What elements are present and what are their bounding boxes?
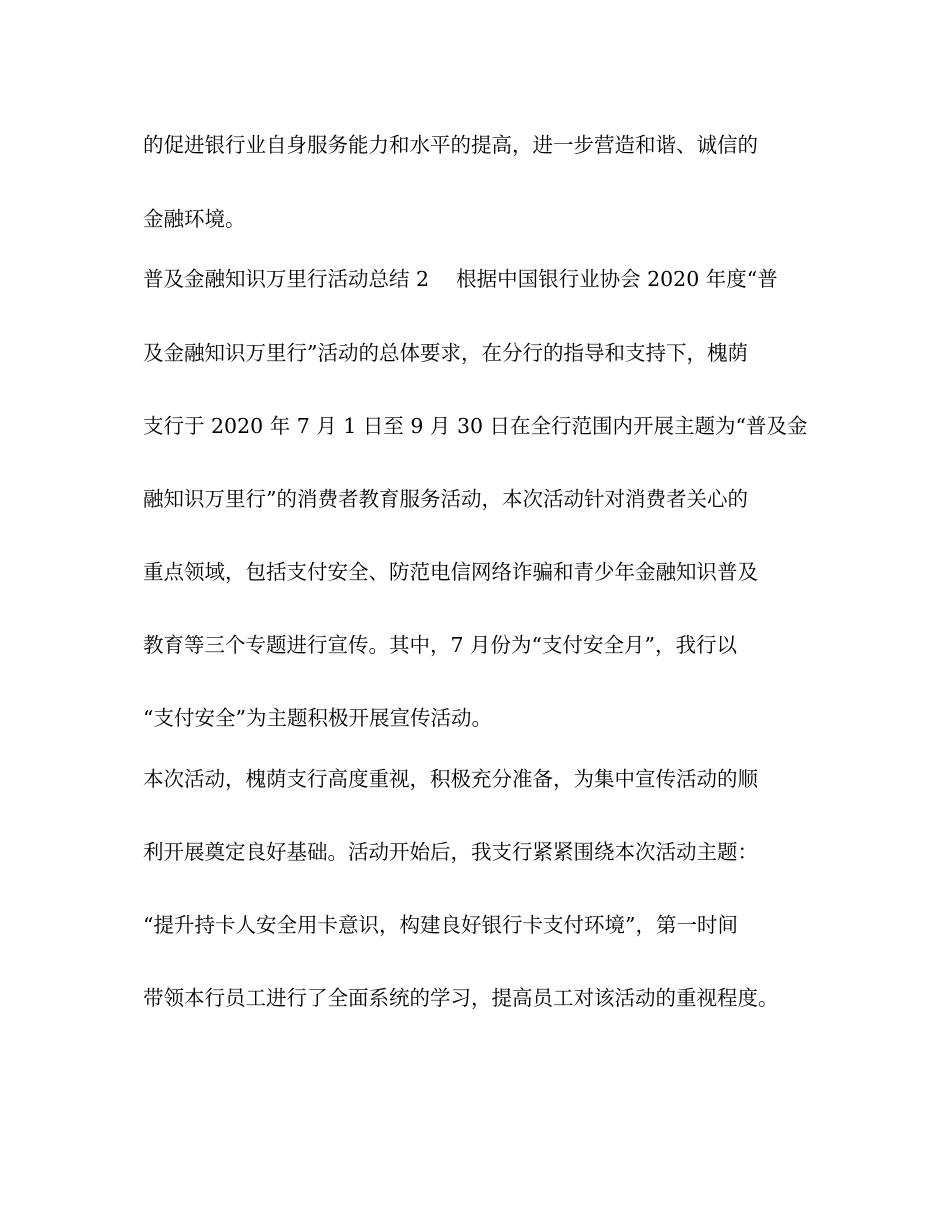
text-line-5: 支行于 2020 年 7 月 1 日至 9 月 30 日在全行范围内开展主题为“普及金 (143, 414, 808, 438)
text-line-2: 金融环境。 (143, 207, 246, 231)
text-line-7: 重点领域，包括支付安全、防范电信网络诈骗和青少年金融知识普及 (143, 560, 758, 584)
text-line-11: 利开展奠定良好基础。活动开始后，我支行紧紧围绕本次活动主题： (143, 840, 758, 864)
text-line-4: 及金融知识万里行”活动的总体要求，在分行的指导和支持下，槐荫 (143, 341, 748, 365)
text-line-13: 带领本行员工进行了全面系统的学习，提高员工对该活动的重视程度。 (143, 986, 779, 1010)
text-line-1: 的促进银行业自身服务能力和水平的提高，进一步营造和谐、诚信的 (143, 133, 758, 157)
text-line-10: 本次活动，槐荫支行高度重视，积极充分准备，为集中宣传活动的顺 (143, 767, 758, 791)
text-line-9: “支付安全”为主题积极开展宣传活动。 (143, 706, 492, 730)
text-line-8: 教育等三个专题进行宣传。其中，7 月份为“支付安全月”，我行以 (143, 633, 738, 657)
text-line-6: 融知识万里行”的消费者教育服务活动，本次活动针对消费者关心的 (143, 487, 748, 511)
text-line-12: “提升持卡人安全用卡意识，构建良好银行卡支付环境”，第一时间 (143, 913, 738, 937)
text-line-3: 普及金融知识万里行活动总结 2 根据中国银行业协会 2020 年度“普 (143, 267, 778, 291)
